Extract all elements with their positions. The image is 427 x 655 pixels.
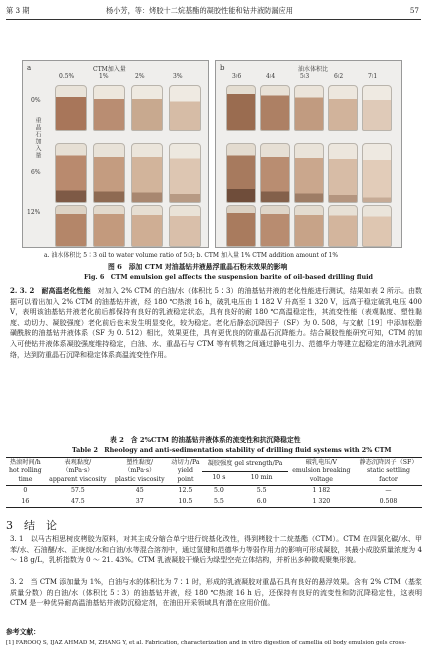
figure-caption-cn: 图 6 添加 CTM 对油基钻井液悬浮重晶石粉末效果的影响	[108, 263, 288, 271]
panel-a	[22, 60, 209, 248]
row-label: 0%	[31, 97, 41, 104]
journal-issue: 第 3 期	[6, 6, 30, 15]
sample-vial	[294, 143, 324, 203]
col-label: 6∶2	[334, 73, 344, 80]
th-gel-10min: 10 min	[235, 472, 287, 486]
sample-vial	[169, 205, 201, 247]
table-row: 16 47.5 37 10.5 5.5 6.0 1 320 0.508	[6, 497, 422, 508]
table-2	[6, 457, 422, 508]
col-label: 3∶6	[232, 73, 242, 80]
table-caption-en: Table 2 Rheology and anti-sedimentation stability of drilling fluid systems with 2% CTM	[72, 446, 392, 454]
sample-vial	[260, 143, 290, 203]
reference-item: [1] FAROOQ S, IJAZ AHMAD M, ZHANG Y, et al. Fabrication, characterization and in vitro digestion of camellia oil body emulsion gels cross-	[6, 640, 407, 646]
th-apparent-viscosity: 表观黏度/ （mPa·s） apparent viscosity	[45, 458, 111, 486]
sample-vial	[169, 85, 201, 131]
sample-vial	[55, 205, 87, 247]
col-label: 3%	[173, 73, 183, 80]
sample-vial	[131, 85, 163, 131]
sample-vial	[55, 85, 87, 131]
sample-vial	[328, 205, 358, 247]
col-label: 1%	[99, 73, 109, 80]
panel-b	[215, 60, 402, 248]
sample-vial	[93, 205, 125, 247]
references-heading: 参考文献：	[6, 628, 40, 636]
sample-vial	[55, 143, 87, 203]
th-yield-point: 动切力/Pa yield point	[169, 458, 203, 486]
sample-vial	[169, 143, 201, 203]
sample-vial	[260, 205, 290, 247]
sample-vial	[226, 143, 256, 203]
th-gel-10s: 10 s	[202, 472, 235, 486]
th-gel-strength: 凝胶强度 gel strength/Pa	[202, 458, 287, 472]
col-label: 4∶4	[266, 73, 276, 80]
sample-vial	[131, 205, 163, 247]
th-hot-rolling: 热滚时间/h hot rolling time	[6, 458, 45, 486]
th-settling-factor: 静态沉降因子（SF） static settling factor	[355, 458, 422, 486]
sample-vial	[260, 85, 290, 131]
table-row: 0 57.5 45 12.5 5.0 5.5 1 182 —	[23, 487, 392, 495]
sample-vial	[294, 205, 324, 247]
panel-a-top-label: CTM加入量	[93, 66, 126, 73]
section-paragraph: 对加入 2% CTM 的白油/水（体积比 5∶3）的油基钻井液的老化性能进行测试，结果如表 2 所示。由数据可以看出加入 2% CTM 的油基钻井液，经 180 ℃热滚 16 h，破乳电压由 1 182 V 升高至 1 320 V，远高于稳定破乳电压 400 V，表明该油基钻井液老化前后都保持有良好的乳液稳定状态，具有良好的耐 180 ℃高温稳定性，其流变性能（表观黏度、塑性黏度、动切力、凝胶强度）老化前后也未发生明显变化，较为稳定。老化后静态沉降因子（SF）为 0. 508，与文献［19］中添加松脂磺酰胺的油基钻井液体系（SF 为 0. 512）相比，效果更佳，具有更优良的防重晶石沉降能力。结合凝胶性能研究可知，CTM 的加入可使钻井液体系凝胶强度维持稳定，白油、水、重晶石与 CTM 等有机物之间通过静电引力、范德华力等建立起稳定的油水乳液网络，达到防重晶石沉降和稳定体系高温流变性作用。	[10, 287, 422, 359]
running-title: 杨小芳，等：烤胶十二烷基酯的凝胶性能和钻井液防漏应用	[106, 6, 293, 15]
sample-vial	[93, 85, 125, 131]
header-rule	[6, 19, 421, 20]
figure-caption-en: Fig. 6 CTM emulsion gel affects the suspension barite of oil-based drilling fluid	[84, 273, 373, 281]
sample-vial	[131, 143, 163, 203]
sample-vial	[294, 85, 324, 131]
panel-b-top-label: 油水体积比	[298, 66, 329, 73]
panel-b-letter: b	[220, 64, 225, 72]
sample-vial	[328, 85, 358, 131]
figure-6	[22, 60, 400, 246]
figure-note: a. 油水体积比 5∶3 oil to water volume ratio of 5∶3; b. CTM 加入量 1% CTM addition amount of 1%	[44, 252, 339, 259]
section-heading: 2. 3. 2 耐高温老化性能	[10, 286, 91, 295]
col-label: 0.5%	[59, 73, 75, 80]
conclusion-heading: 3 结 论	[6, 519, 57, 532]
row-label: 12%	[27, 209, 41, 216]
sample-vial	[93, 143, 125, 203]
sample-vial	[362, 205, 392, 247]
sample-vial	[226, 205, 256, 247]
conclusion-3-1: 3. 1 以马古相思树皮栲胶为原料，对其主成分缩合单宁进行烷基化改性，得到栲胶十二烷基酯（CTM）。CTM 在四氯化碳/水、甲苯/水、石油醚/水、正庚烷/水和白油/水等混合溶剂中，通过氢键和范德华力等弱作用力的影响可形成凝胶，其最小成胶质量浓度为 4 ～ 18 g/L，乳析指数为 0 ～ 21. 43%。CTM 乳液凝胶干燥后为绿型空壳立体结构，并析出多种微观聚集形貌。	[10, 535, 422, 565]
col-label: 2%	[135, 73, 145, 80]
th-plastic-viscosity: 塑性黏度/ （mPa·s） plastic viscosity	[111, 458, 169, 486]
col-label: 7∶1	[368, 73, 378, 80]
table-caption-cn: 表 2 含 2%CTM 的油基钻井液体系的流变性和抗沉降稳定性	[110, 436, 301, 444]
row-label: 6%	[31, 169, 41, 176]
sample-vial	[328, 143, 358, 203]
sample-vial	[362, 143, 392, 203]
col-label: 5∶3	[300, 73, 310, 80]
sample-vial	[226, 85, 256, 131]
panel-a-letter: a	[27, 64, 32, 72]
sample-vial	[362, 85, 392, 131]
th-emulsion-voltage: 破乳电压/V emulsion breaking voltage	[288, 458, 355, 486]
panel-a-side-label: 重晶石加入量	[34, 117, 41, 159]
page-number: 57	[409, 6, 419, 15]
section-2-3-2	[10, 286, 422, 360]
conclusion-3-2: 3. 2 当 CTM 添加量为 1%，白油与水的体积比为 7∶1 时，形成的乳液凝胶对重晶石具有良好的悬浮效果。含有 2% CTM（基浆质量分数）的白油/水（体积比 5∶3）的油基钻井液，经 180 ℃热滚 16 h 后，还保持有良好的流变性和防沉降稳定性，这表明 CTM 是一种优异耐高温油基钻井液防沉稳定剂，在油田开采领域具有潜在应用价值。	[10, 578, 422, 608]
